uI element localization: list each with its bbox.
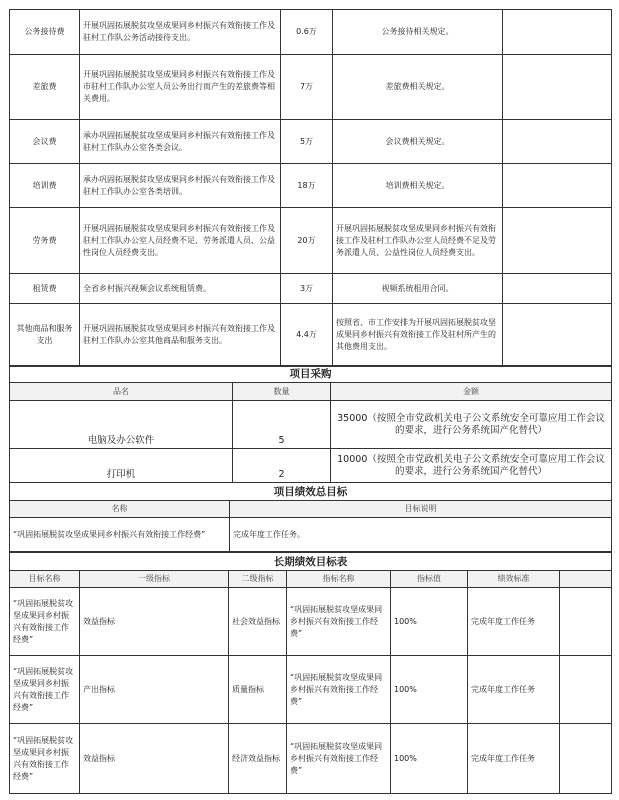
indicator-name: “巩固拓展脱贫攻坚成果同乡村振兴有效衔接工作经费” — [287, 588, 391, 656]
column-header: 指标名称 — [287, 571, 391, 588]
expense-row — [10, 55, 612, 120]
indicator-value: 100% — [391, 588, 468, 656]
empty-cell — [560, 656, 612, 724]
empty-cell — [560, 588, 612, 656]
performance-standard: 完成年度工作任务 — [468, 724, 560, 794]
section-title: 项目采购 — [10, 366, 612, 383]
performance-standard: 完成年度工作任务 — [468, 588, 560, 656]
column-header: 金额 — [331, 383, 612, 401]
column-header: 目标说明 — [230, 501, 612, 518]
table-row — [10, 724, 612, 794]
expense-empty-cell — [503, 164, 612, 208]
goal-name: “巩固拓展脱贫攻坚成果同乡村振兴有效衔接工作经费” — [10, 518, 230, 552]
product-qty: 2 — [233, 449, 331, 483]
expense-basis: 差旅费相关规定。 — [333, 55, 503, 120]
indicator-name: “巩固拓展脱贫攻坚成果同乡村振兴有效衔接工作经费” — [287, 724, 391, 794]
column-header: 名称 — [10, 501, 230, 518]
goal-name: “巩固拓展脱贫攻坚成果同乡村振兴有效衔接工作经费” — [10, 724, 80, 794]
expense-basis: 按照省、市工作安排为开展巩固拓展脱贫攻坚成果同乡村振兴有效衔接工作及驻村所产生的其他费用支出。 — [333, 304, 503, 367]
goal-name: “巩固拓展脱贫攻坚成果同乡村振兴有效衔接工作经费” — [10, 656, 80, 724]
empty-cell — [560, 724, 612, 794]
expense-empty-cell — [503, 208, 612, 274]
procurement-table — [9, 365, 612, 483]
expense-empty-cell — [503, 10, 612, 55]
column-header: 品名 — [10, 383, 233, 401]
expense-amount: 3万 — [281, 274, 333, 304]
expense-desc: 承办巩固拓展脱贫攻坚成果同乡村振兴有效衔接工作及驻村工作队办公室各类会议。 — [80, 120, 281, 164]
performance-standard: 完成年度工作任务 — [468, 656, 560, 724]
expense-basis: 会议费相关规定。 — [333, 120, 503, 164]
expense-amount: 20万 — [281, 208, 333, 274]
expense-empty-cell — [503, 274, 612, 304]
column-header: 指标值 — [391, 571, 468, 588]
empty-header — [560, 571, 612, 588]
level1-indicator: 效益指标 — [80, 588, 229, 656]
expense-item: 公务接待费 — [10, 10, 80, 55]
procurement-row — [10, 401, 612, 449]
expense-desc: 承办巩固拓展脱贫攻坚成果同乡村振兴有效衔接工作及驻村工作队办公室各类培训。 — [80, 164, 281, 208]
goal-name: “巩固拓展脱贫攻坚成果同乡村振兴有效衔接工作经费” — [10, 588, 80, 656]
level2-indicator: 质量指标 — [229, 656, 287, 724]
expense-table — [9, 9, 612, 367]
indicator-name: “巩固拓展脱贫攻坚成果同乡村振兴有效衔接工作经费” — [287, 656, 391, 724]
expense-item: 差旅费 — [10, 55, 80, 120]
expense-item: 培训费 — [10, 164, 80, 208]
expense-basis: 培训费相关规定。 — [333, 164, 503, 208]
expense-desc: 开展巩固拓展脱贫攻坚成果同乡村振兴有效衔接工作及驻村工作队办公室其他商品和服务支出。 — [80, 304, 281, 367]
expense-basis: 公务接待相关规定。 — [333, 10, 503, 55]
section-title: 长期绩效目标表 — [10, 553, 612, 571]
expense-row — [10, 304, 612, 367]
indicator-value: 100% — [391, 656, 468, 724]
product-name: 打印机 — [10, 449, 233, 483]
expense-item: 会议费 — [10, 120, 80, 164]
table-row — [10, 588, 612, 656]
expense-row — [10, 208, 612, 274]
product-name: 电脑及办公软件 — [10, 401, 233, 449]
expense-amount: 0.6万 — [281, 10, 333, 55]
level1-indicator: 效益指标 — [80, 724, 229, 794]
table-row — [10, 656, 612, 724]
column-header: 绩效标准 — [468, 571, 560, 588]
section-title: 项目绩效总目标 — [10, 483, 612, 501]
expense-item: 劳务费 — [10, 208, 80, 274]
expense-empty-cell — [503, 304, 612, 367]
product-qty: 5 — [233, 401, 331, 449]
column-header: 目标名称 — [10, 571, 80, 588]
expense-item: 租赁费 — [10, 274, 80, 304]
expense-row — [10, 120, 612, 164]
expense-desc: 开展巩固拓展脱贫攻坚成果同乡村振兴有效衔接工作及市驻村工作队办公室人员公务出行而产生的差旅费等相关费用。 — [80, 55, 281, 120]
expense-basis: 开展巩固拓展脱贫攻坚成果同乡村振兴有效衔接工作及驻村工作队办公室人员经费不足及劳务派遣人员、公益性岗位人员经费支出。 — [333, 208, 503, 274]
expense-empty-cell — [503, 55, 612, 120]
expense-amount: 5万 — [281, 120, 333, 164]
expense-item: 其他商品和服务支出 — [10, 304, 80, 367]
expense-desc: 开展巩固拓展脱贫攻坚成果同乡村振兴有效衔接工作及驻村工作队办公室人员经费不足、劳务派遣人员、公益性岗位人员经费支出。 — [80, 208, 281, 274]
goal-desc: 完成年度工作任务。 — [230, 518, 612, 552]
column-header: 数量 — [233, 383, 331, 401]
product-amount: 10000（按照全市党政机关电子公文系统安全可靠应用工作会议的要求，进行公务系统国产化替代） — [331, 449, 612, 483]
expense-amount: 4.4万 — [281, 304, 333, 367]
expense-row — [10, 164, 612, 208]
level1-indicator: 产出指标 — [80, 656, 229, 724]
product-amount: 35000（按照全市党政机关电子公文系统安全可靠应用工作会议的要求，进行公务系统国产化替代） — [331, 401, 612, 449]
expense-basis: 视频系统租用合同。 — [333, 274, 503, 304]
expense-amount: 18万 — [281, 164, 333, 208]
expense-row — [10, 10, 612, 55]
overall-goal-table — [9, 482, 612, 552]
indicator-value: 100% — [391, 724, 468, 794]
expense-desc: 全省乡村振兴视频会议系统租赁费。 — [80, 274, 281, 304]
expense-desc: 开展巩固拓展脱贫攻坚成果同乡村振兴有效衔接工作及驻村工作队公务活动接待支出。 — [80, 10, 281, 55]
column-header: 一级指标 — [80, 571, 229, 588]
level2-indicator: 经济效益指标 — [229, 724, 287, 794]
column-header: 二级指标 — [229, 571, 287, 588]
expense-row — [10, 274, 612, 304]
expense-empty-cell — [503, 120, 612, 164]
level2-indicator: 社会效益指标 — [229, 588, 287, 656]
procurement-row — [10, 449, 612, 483]
long-term-table — [9, 552, 612, 794]
expense-amount: 7万 — [281, 55, 333, 120]
